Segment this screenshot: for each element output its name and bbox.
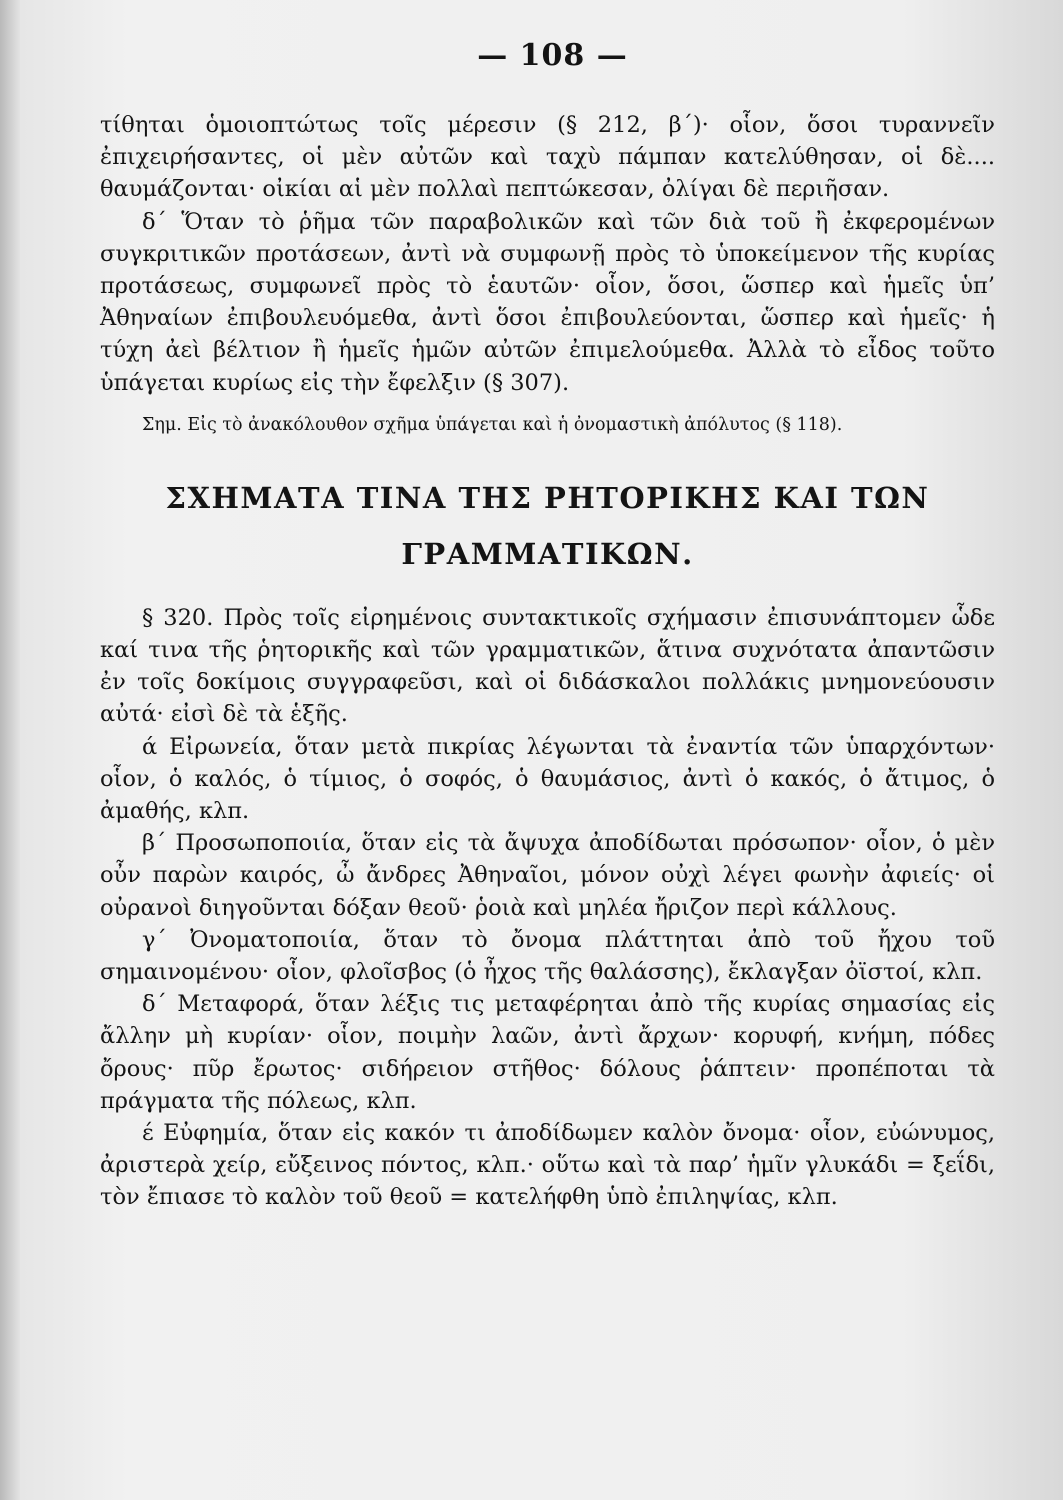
paragraph-onomatopoiia: γ΄ Ὀνοματοποιία, ὅταν τὸ ὄνομα πλάττηται ἀπὸ τοῦ ἤχου τοῦ σημαινομένου· οἷον, φλοῖσβος (ὁ ἦχος τῆς θαλάσσης), ἔκλαγξαν ὀϊστοί, κλπ.: [100, 926, 995, 986]
section-heading: [100, 470, 995, 582]
paragraph-delta: δ΄ Ὅταν τὸ ῥῆμα τῶν παραβολικῶν καὶ τῶν διὰ τοῦ ἢ ἐκφερομένων συγκριτικῶν προτάσεων, ἀντὶ νὰ συμφωνῇ πρὸς τὸ ὑποκείμενον τῆς κυρίας προτάσεως, συμφωνεῖ πρὸς τὸ ἑαυτῶν· οἷον, ὅσοι, ὥσπερ καὶ ἡμεῖς ὑπ’ Ἀθηναίων ἐπιβουλευόμεθα, ἀντὶ ὅσοι ἐπιβουλεύονται, ὥσπερ καὶ ἡμεῖς· ἡ τύχη ἀεὶ βέλτιον ἢ ἡμεῖς ἡμῶν αὐτῶν ἐπιμελούμεθα. Ἀλλὰ τὸ εἶδος τοῦτο ὑπάγεται κυρίως εἰς τὴν ἔφελξιν (§ 307).: [100, 208, 995, 396]
section-heading-line-1: ΣΧΗΜΑΤΑ ΤΙΝΑ ΤΗΣ ΡΗΤΟΡΙΚΗΣ ΚΑΙ ΤΩΝ: [165, 480, 930, 515]
paragraph-section-320: § 320. Πρὸς τοῖς εἰρημένοις συντακτικοῖς σχήμασιν ἐπισυνάπτομεν ὧδε καί τινα τῆς ῥητορικῆς καὶ τῶν γραμματικῶν, ἅτινα συχνότατα ἀπαντῶσιν ἐν τοῖς δοκίμοις συγγραφεῦσι, καὶ οἱ διδάσκαλοι πολλάκις μνημονεύουσιν αὐτά· εἰσὶ δὲ τὰ ἑξῆς.: [100, 604, 995, 728]
paragraph-prosopopoiia: β΄ Προσωποποιία, ὅταν εἰς τὰ ἄψυχα ἀποδίδωται πρόσωπον· οἷον, ὁ μὲν οὖν παρὼν καιρός, ὦ ἄνδρες Ἀθηναῖοι, μόνον οὐχὶ λέγει φωνὴν ἀφιείς· οἱ οὐρανοὶ διηγοῦνται δόξαν θεοῦ· ῥοιὰ καὶ μηλέα ἤριζον περὶ κάλλους.: [100, 830, 995, 921]
paragraph-metaphora: δ΄ Μεταφορά, ὅταν λέξις τις μεταφέρηται ἀπὸ τῆς κυρίας σημασίας εἰς ἄλλην μὴ κυρίαν· οἷον, ποιμὴν λαῶν, ἀντὶ ἄρχων· κορυφή, κνήμη, πόδες ὄρους· πῦρ ἔρωτος· σιδήρειον στῆθος· δόλους ῥάπτειν· προπέποται τὰ πράγματα τῆς πόλεως, κλπ.: [100, 991, 995, 1114]
page-number: — 108 —: [477, 38, 628, 73]
paragraph-eironeia: ά Εἰρωνεία, ὅταν μετὰ πικρίας λέγωνται τὰ ἐναντία τῶν ὑπαρχόντων· οἷον, ὁ καλός, ὁ τίμιος, ὁ σοφός, ὁ θαυμάσιος, ἀντὶ ὁ κακός, ὁ ἄτιμος, ὁ ἀμαθής, κλπ.: [100, 733, 995, 825]
footnote: Σημ. Εἰς τὸ ἀνακόλουθον σχῆμα ὑπάγεται καὶ ἡ ὀνομαστικὴ ἀπόλυτος (§ 118).: [142, 414, 843, 435]
page-spine-shadow: [0, 0, 20, 1500]
section-heading-line-2: ΓΡΑΜΜΑΤΙΚΩΝ.: [401, 536, 694, 571]
paragraph-continuation: τίθηται ὁμοιοπτώτως τοῖς μέρεσιν (§ 212, β΄)· οἷον, ὅσοι τυραννεῖν ἐπιχειρήσαντες, οἱ μὲν αὐτῶν καὶ ταχὺ πάμπαν κατελύθησαν, οἱ δὲ.... θαυμάζονται· οἰκίαι αἱ μὲν πολλαὶ πεπτώκεσαν, ὀλίγαι δὲ περιῆσαν.: [100, 112, 995, 203]
paragraph-euphemia: έ Εὐφημία, ὅταν εἰς κακόν τι ἀποδίδωμεν καλὸν ὄνομα· οἷον, εὐώνυμος, ἀριστερὰ χείρ, εὔξεινος πόντος, κλπ.· οὕτω καὶ τὰ παρ’ ἡμῖν γλυκάδι = ξεΐδι, τὸν ἔπιασε τὸ καλὸν τοῦ θεοῦ = κατελήφθη ὑπὸ ἐπιληψίας, κλπ.: [100, 1120, 995, 1211]
